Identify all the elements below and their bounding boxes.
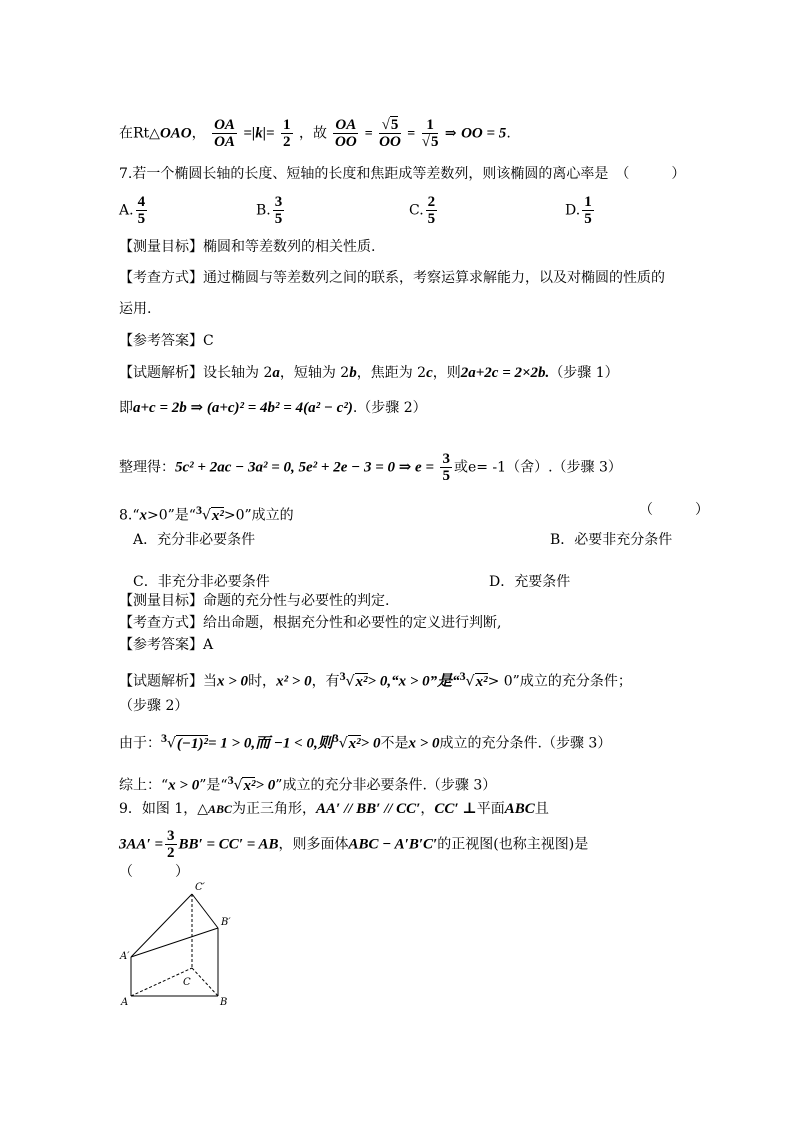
q9-stem: 9．如图 1，△ABC为正三角形，AA′ // BB′ // CC′，CC′ ⊥平面ABC且 <box>119 801 549 817</box>
text-gu: ，故 <box>298 125 327 142</box>
q8-option-b[interactable]: B．必要非充分条件 <box>550 532 673 548</box>
fraction-root5-over-oo: $\frac{√5}{OO}$ <box>379 117 401 150</box>
fraction-oa-oo: $\frac{OA}{OO}$ <box>335 117 357 150</box>
label-c1: C′ <box>195 882 205 893</box>
q7-goal: 【测量目标】椭圆和等差数列的相关性质. <box>119 239 376 255</box>
q8-options-row1 <box>133 530 673 550</box>
q8-goal: 【测量目标】命题的充分性与必要性的判定. <box>119 593 390 609</box>
text-intro: 在Rt△ <box>119 125 160 142</box>
q8-analysis-2: 由于：$^3$√(−1)²= 1 > 0,而 −1 < 0,则$^3$√x²> 0不是x > 0成立的充分条件.（步骤 3） <box>119 731 612 752</box>
q8-conclusion: 综上：“x > 0”是“$^3$√x²> 0”成立的充分非必要条件.（步骤 3） <box>119 773 497 794</box>
q7-method-cont: 运用. <box>119 301 152 317</box>
result-oo: OO = 5 <box>461 125 507 142</box>
q9-answer-paren: （ ） <box>119 864 189 880</box>
fraction-oa-oa: $\frac{OA}{OA}$ <box>214 117 235 150</box>
q7-method: 【考查方式】通过椭圆与等差数列之间的联系，考察运算求解能力，以及对椭圆的性质的 <box>119 270 665 286</box>
k-abs: =|k|= <box>243 125 275 142</box>
edge-c1-b1 <box>192 894 218 928</box>
q7-option-b[interactable]: B. $\frac{3}{5}$ <box>256 194 283 227</box>
q8-analysis-1: 【试题解析】当x > 0时，x² > 0，有$^3$√x²> 0,“x > 0”是“$^3$√x²> 0”成立的充分条件； <box>119 669 632 690</box>
top-formula-line: 在Rt△OAO， $\frac{OA}{OA}$ =|k|= $\frac{1}{2}$ ，故 $\frac{OA}{OO}$ = $\frac{√5}{OO}$ = $\frac{1}{√5}$ ⇒ OO = 5. <box>119 117 511 150</box>
polyhedron-figure <box>118 880 238 1010</box>
q8-option-d[interactable]: D．充要条件 <box>489 574 571 590</box>
q7-option-d[interactable]: D. $\frac{1}{5}$ <box>565 194 592 227</box>
edge-c-b-hidden <box>192 968 218 996</box>
q7-stem: 7.若一个椭圆长轴的长度、短轴的长度和焦距成等差数列，则该椭圆的离心率是 （ ） <box>119 166 686 182</box>
q7-option-c[interactable]: C. $\frac{2}{5}$ <box>409 194 436 227</box>
q8-step2: （步骤 2） <box>119 698 189 714</box>
q8-options-row2 <box>133 572 673 592</box>
q9-stem-line2: 3AA′ = $\frac{3}{2}$ BB′ = CC′ = AB，则多面体ABC − A′B′C′的正视图(也称主视图)是 <box>119 828 589 861</box>
edge-a1-c1 <box>131 894 192 957</box>
q8-stem: 8.“x>0”是“$^3$√x²>0”成立的 （ ） <box>119 502 709 524</box>
q8-option-c[interactable]: C．非充分非必要条件 <box>133 574 270 590</box>
label-a: A <box>121 997 129 1008</box>
label-b: B <box>220 997 228 1008</box>
q7-answer: 【参考答案】C <box>119 333 214 349</box>
label-c: C <box>183 977 191 988</box>
label-b1: B′ <box>221 917 231 928</box>
q8-method: 【考查方式】给出命题，根据充分性和必要性的定义进行判断, <box>119 615 502 631</box>
fraction-1-over-root5: $\frac{1}{√5}$ <box>421 117 439 150</box>
q7-analysis-3: 整理得：5c² + 2ac − 3a² = 0, 5e² + 2e − 3 = 0 ⇒ e = $\frac{3}{5}$ 或e= -1（舍）.（步骤 3） <box>119 451 622 484</box>
triangle-name: OAO <box>159 125 192 142</box>
label-a1: A′ <box>120 951 130 962</box>
edge-a1-b1 <box>131 928 218 957</box>
q7-option-a[interactable]: A. $\frac{4}{5}$ <box>119 194 146 227</box>
q8-option-a[interactable]: A．充分非必要条件 <box>133 532 256 548</box>
q7-analysis-2: 即a+c = 2b ⇒ (a+c)² = 4b² = 4(a² − c²).（步骤 2） <box>119 400 427 416</box>
q7-analysis-1: 【试题解析】设长轴为 2a，短轴为 2b，焦距为 2c，则2a+2c = 2×2b.（步骤 1） <box>119 365 619 381</box>
q8-answer: 【参考答案】A <box>119 637 214 653</box>
fraction-half: $\frac{1}{2}$ <box>283 117 291 150</box>
